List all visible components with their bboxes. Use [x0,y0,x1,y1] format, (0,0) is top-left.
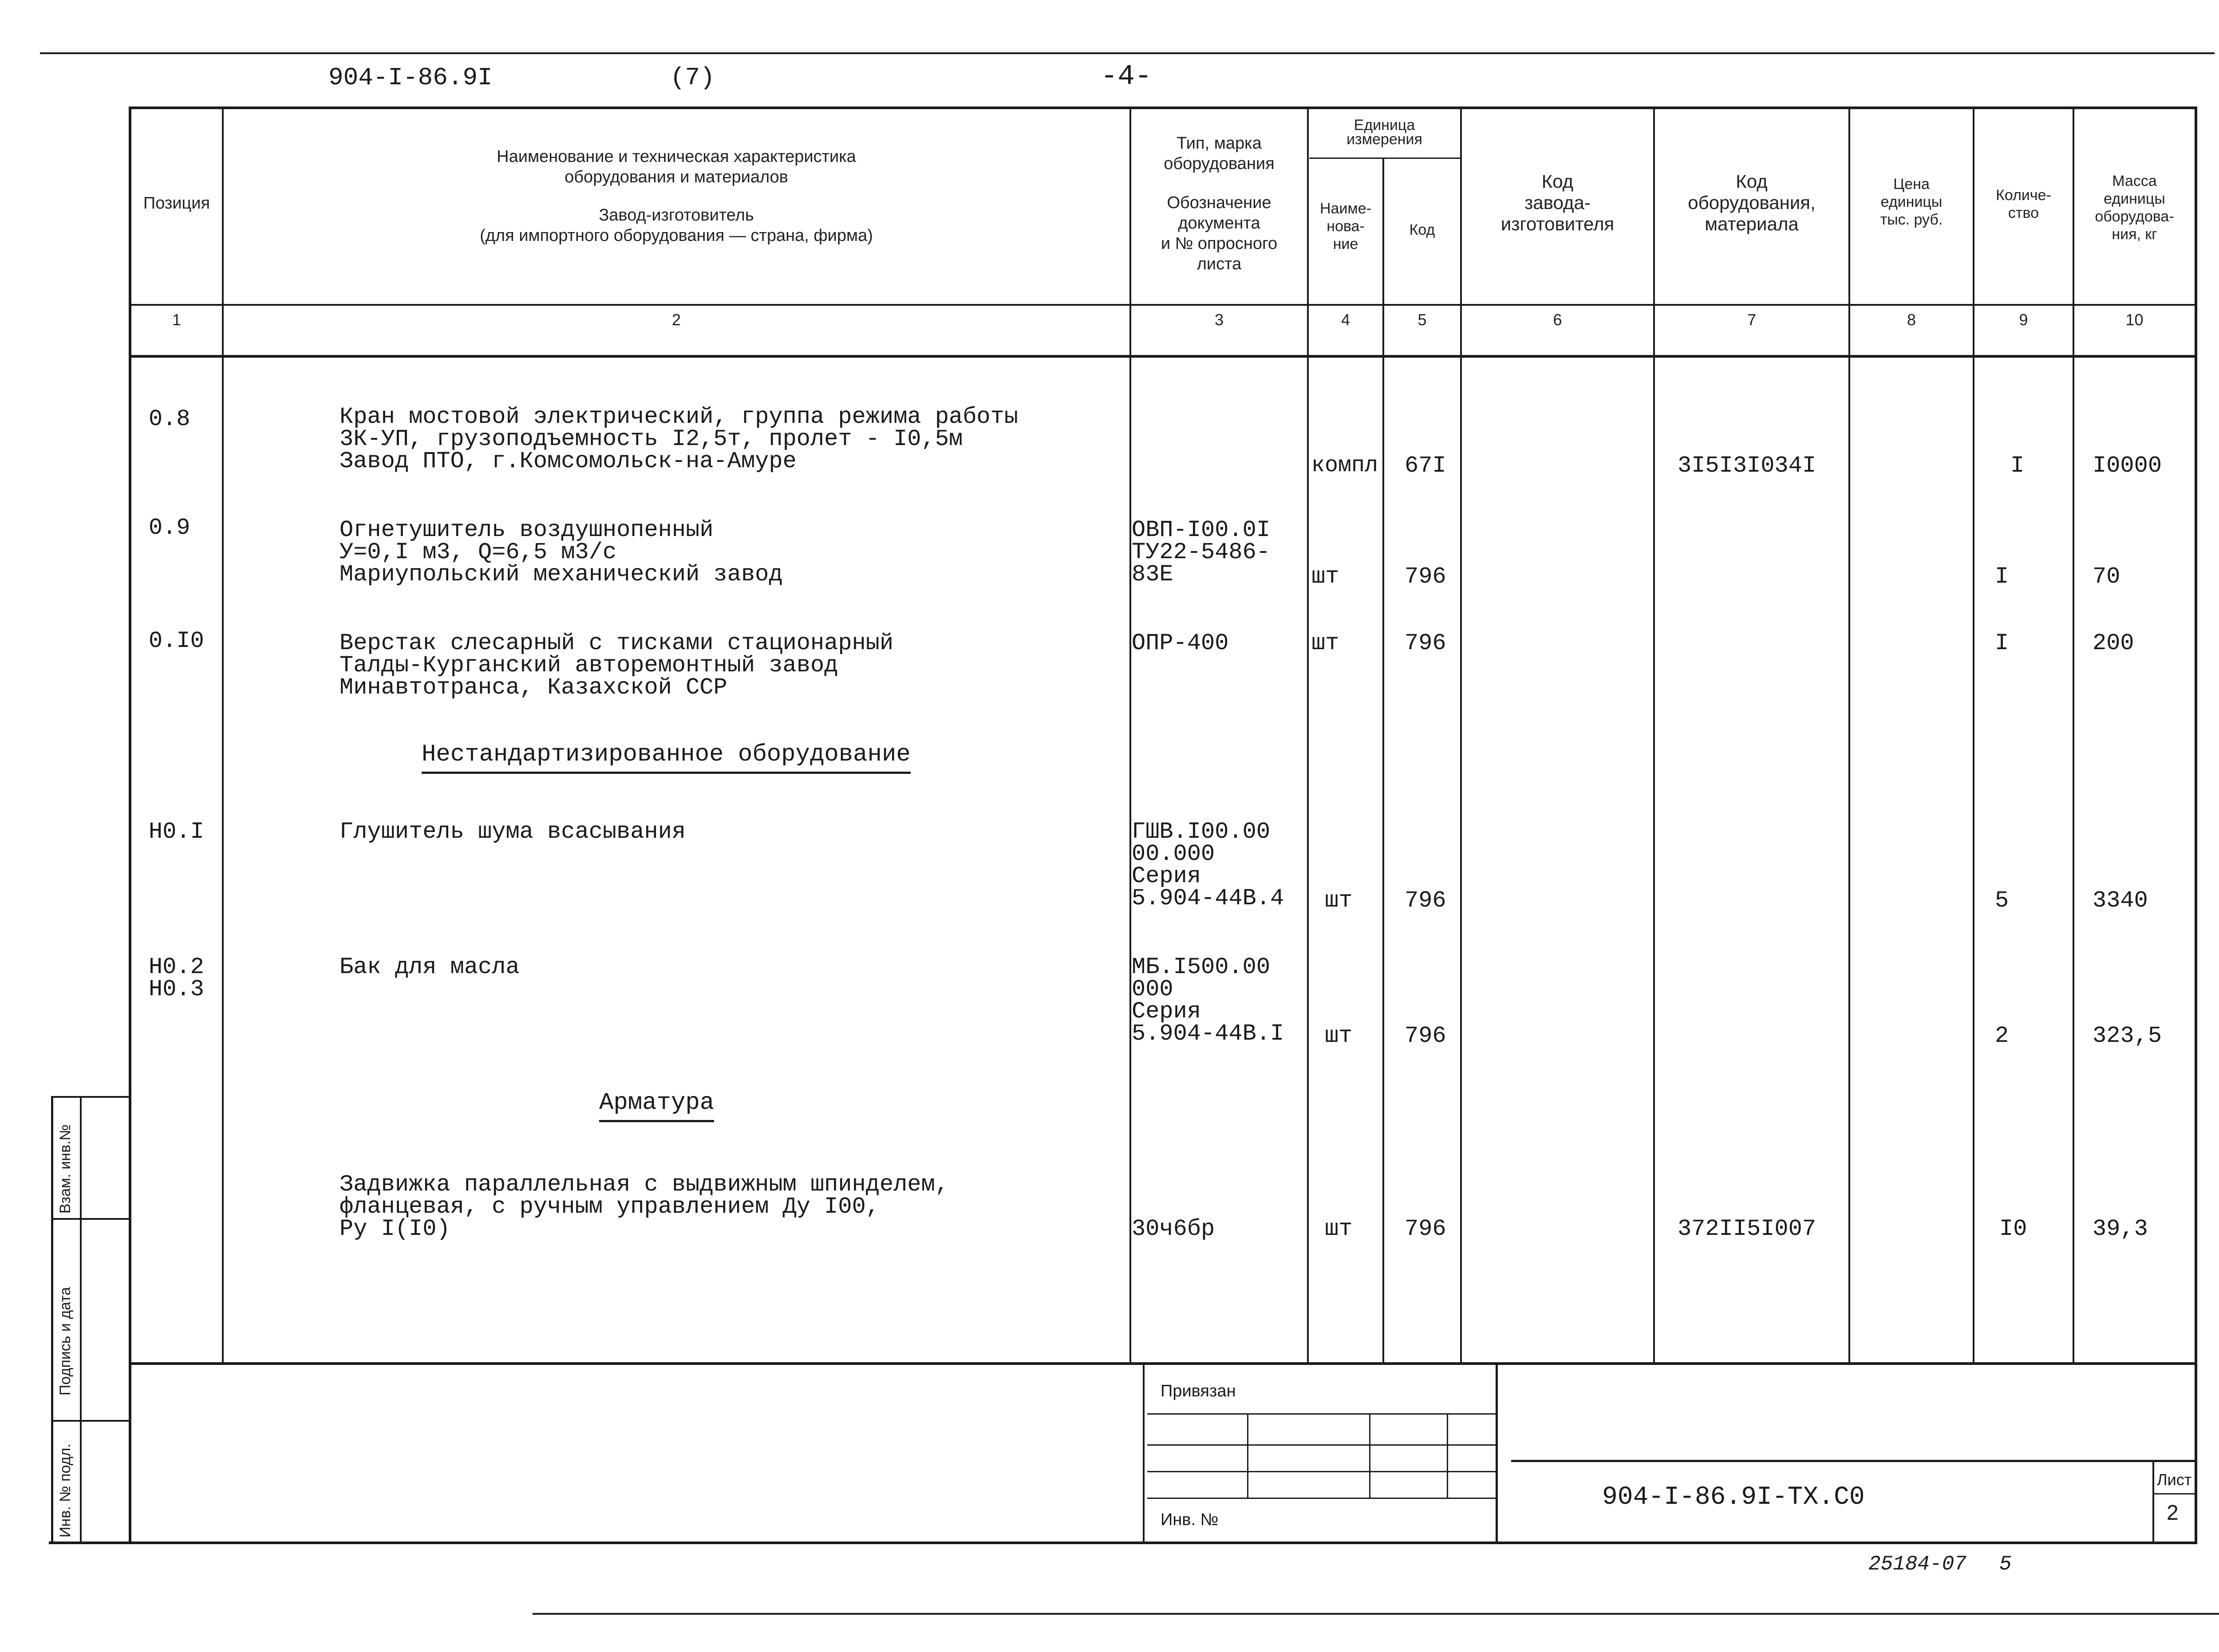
header-factory-code-line3: изготовителя [1500,213,1615,234]
header-mass-line4: ния, кг [2112,226,2157,243]
col-line-6 [1653,106,1655,1362]
title-block-v1 [1143,1364,1145,1542]
row-0-10-qty: I [1995,630,2009,656]
col-line-7 [1848,106,1850,1362]
list-box-divider [2152,1493,2197,1494]
sheet-number-parens: (7) [670,63,715,92]
row-h0-1-type-line4: 5.904-44В.4 [1132,885,1284,911]
col-line-5 [1460,106,1462,1362]
header-price-line3: тыс. руб. [1880,211,1943,228]
row-h0-1-position: Н0.I [149,819,204,845]
row-0-9-name-line2: У=0,I м3, Q=6,5 м3/с [340,539,617,565]
frame-right [2195,106,2197,1544]
privyazan-line-1 [1147,1413,1496,1415]
privyazan-grid-v1 [1247,1413,1248,1498]
footer-num: 5 [1999,1553,2012,1576]
side-stamp-inner [80,1096,82,1544]
list-box-left [2152,1462,2154,1542]
header-equip-code [1655,171,1848,235]
inv-no-label: Инв. № [1161,1510,1219,1529]
header-name-line1: Наименование и техническая характеристика [497,147,856,166]
header-equip-code-line1: Код [1736,171,1768,192]
header-mass [2074,172,2195,243]
header-type-block [1131,133,1307,274]
row-h0-1-unit: шт [1325,887,1353,914]
side-stamp-div2 [51,1420,131,1422]
section-nonstandard: Нестандартизированное оборудование [422,741,911,774]
row-0-8-mass: I0000 [2093,453,2162,479]
header-position: Позиция [143,194,210,213]
row-0-9-type-line3: 83Е [1132,561,1173,587]
row-h0-1-type-line3: Серия [1132,863,1201,889]
row-0-8-equip-code: 3I5I3I034I [1678,453,1816,479]
row-h0-1-mass: 3340 [2093,887,2148,914]
title-block-v2 [1496,1364,1498,1542]
row-0-10-name-line1: Верстак слесарный с тисками стационарный [340,630,894,656]
header-equip-code-line3: материала [1705,213,1799,234]
row-0-10-position: 0.I0 [149,628,204,654]
row-valve-unit-code: 796 [1405,1216,1446,1242]
header-doc-line2: документа [1178,214,1260,233]
row-h0-3-position: Н0.3 [149,976,204,1002]
row-0-10-mass: 200 [2093,630,2134,656]
row-valve-qty: I0 [1999,1216,2027,1242]
col-number-8: 8 [1907,311,1916,329]
row-h0-2-mass: 323,5 [2093,1023,2162,1049]
header-price-line1: Цена [1893,176,1930,193]
doc-designation: 904-I-86.9I-ТХ.С0 [1602,1483,1865,1512]
header-numbers-top [129,304,2197,306]
header-bottom [129,355,2197,358]
row-0-8-name-line1: Кран мостовой электрический, группа режима работы [340,404,1019,430]
row-h0-1-type-line2: 00.000 [1132,841,1215,867]
row-0-8-unit-code: 67I [1405,453,1446,479]
header-type-line2: оборудования [1164,154,1275,173]
row-h0-2-type-line2: 000 [1132,976,1173,1002]
row-0-10-unit-code: 796 [1405,630,1446,656]
row-0-8-name-line2: 3К-УП, грузоподъемность I2,5т, пролет - I0,5м [340,426,963,452]
list-number: 2 [2167,1501,2179,1525]
footer-note: 25184-07 [1868,1553,1966,1576]
col-number-10: 10 [2125,311,2144,329]
row-0-9-name-line3: Мариупольский механический завод [340,561,783,587]
col-line-9 [2073,106,2074,1362]
header-mass-line2: единицы [2104,190,2165,207]
col-number-1: 1 [172,311,182,329]
row-0-8-name-line3: Завод ПТО, г.Комсомольск-на-Амуре [340,448,797,474]
frame-top [129,106,2197,109]
header-doc-line4: листа [1196,255,1242,273]
row-h0-1-type-line1: ГШВ.I00.00 [1132,819,1271,845]
header-unit-code: Код [1409,221,1435,238]
privyazan-line-4 [1147,1498,1496,1499]
page-marker: -4- [1101,61,1152,93]
header-qty-line2: ство [2008,205,2039,221]
unit-group-divider [1309,158,1460,159]
row-0-8-position: 0.8 [149,406,190,432]
side-stamp-top [51,1096,131,1098]
header-unit-group-line1: Единица [1354,117,1415,134]
row-0-9-type-line2: ТУ22-5486- [1132,539,1271,565]
col-line-1 [222,106,224,1362]
row-h0-2-position: Н0.2 [149,954,204,980]
doc-code-top: 904-I-86.9I [328,63,493,92]
privyazan-line-3 [1147,1471,1496,1472]
header-type-line1: Тип, марка [1177,134,1262,153]
header-mass-line1: Масса [2112,173,2157,189]
header-unit-name-line1: Наиме- [1319,200,1372,217]
row-h0-2-unit-code: 796 [1405,1023,1446,1049]
header-factory-code [1462,171,1653,235]
row-h0-2-qty: 2 [1995,1023,2009,1049]
row-0-10-name-line3: Минавтотранса, Казахской ССР [340,674,727,701]
privyazan-grid-v3 [1447,1413,1448,1498]
col-number-3: 3 [1214,311,1224,329]
top-rule [40,52,2215,54]
row-valve-name-line3: Ру I(I0) [340,1216,450,1242]
row-0-8-qty: I [2010,453,2025,479]
row-valve-type: 30ч6бр [1132,1216,1215,1242]
side-stamp-left [51,1096,53,1544]
header-unit-group-line2: измерения [1346,131,1422,148]
header-unit-name-line3: ние [1333,236,1358,252]
privyazan-label: Привязан [1161,1382,1236,1400]
row-0-10-unit: шт [1311,630,1339,656]
row-h0-2-type-line3: Серия [1132,998,1201,1025]
body-bottom [129,1362,2197,1365]
row-h0-2-name: Бак для масла [340,954,520,980]
header-doc-line1: Обозначение [1167,193,1271,212]
header-name-line2: оборудования и материалов [565,168,788,186]
side-stamp-div1 [51,1218,131,1220]
row-0-9-unit-code: 796 [1405,564,1446,590]
row-h0-2-unit: шт [1325,1023,1353,1049]
header-factory-code-line2: завода- [1524,192,1591,213]
side-inv-podl-label: Инв. № подл. [57,1443,74,1538]
header-unit-name-line2: нова- [1327,218,1365,235]
header-qty-line1: Количе- [1996,187,2051,204]
col-number-6: 6 [1553,311,1562,329]
row-0-9-name-line1: Огнетушитель воздушнопенный [340,517,714,543]
row-0-8-unit: компл [1311,453,1378,478]
row-0-10-type: ОПР-400 [1132,630,1229,656]
row-0-9-qty: I [1995,564,2009,590]
row-h0-1-unit-code: 796 [1405,887,1446,914]
header-factory-code-line1: Код [1541,171,1574,192]
col-number-4: 4 [1341,311,1350,329]
privyazan-grid-v2 [1369,1413,1370,1498]
row-h0-1-qty: 5 [1995,887,2009,914]
row-valve-mass: 39,3 [2093,1216,2148,1242]
row-valve-name-line2: фланцевая, с ручным управлением Ду I00, [340,1194,880,1220]
header-price [1850,175,1973,229]
row-0-9-mass: 70 [2093,564,2120,590]
row-0-9-position: 0.9 [149,515,190,541]
header-name-block [224,146,1129,246]
frame-bottom [49,1542,2197,1544]
col-number-2: 2 [671,311,681,329]
col-number-5: 5 [1417,311,1427,329]
row-valve-unit: шт [1325,1216,1353,1242]
col-line-2 [1129,106,1131,1362]
section-fittings: Арматура [599,1089,714,1122]
side-podpis-label: Подпись и дата [57,1287,74,1396]
header-name-line4: (для импортного оборудования — страна, фирма) [480,226,873,245]
col-line-4 [1382,158,1384,1362]
col-number-9: 9 [2019,311,2028,329]
row-0-9-unit: шт [1311,564,1339,590]
privyazan-line-2 [1147,1444,1496,1446]
row-h0-2-type-line1: МБ.I500.00 [1132,954,1271,980]
header-mass-line3: оборудова- [2095,208,2174,225]
designation-top-rule [1511,1460,2197,1462]
row-valve-name-line1: Задвижка параллельная с выдвижным шпинделем, [340,1171,949,1198]
header-name-line3: Завод-изготовитель [599,206,754,225]
row-h0-2-type-line4: 5.904-44В.I [1132,1021,1284,1047]
bottom-rule [533,1613,2219,1615]
col-line-3 [1307,106,1309,1362]
side-vzam-label: Взам. инв.№ [57,1124,74,1214]
col-number-7: 7 [1747,311,1757,329]
header-qty [1974,186,2073,222]
header-unit-group [1309,116,1460,148]
header-price-line2: единицы [1880,193,1943,210]
header-equip-code-line2: оборудования, [1688,192,1816,213]
list-label: Лист [2157,1471,2192,1489]
row-0-10-name-line2: Талды-Курганский авторемонтный завод [340,652,838,678]
header-unit-name [1309,200,1382,253]
col-line-8 [1973,106,1974,1362]
header-doc-line3: и № опросного [1161,234,1278,253]
row-valve-equip-code: 372II5I007 [1678,1216,1816,1242]
row-0-9-type-line1: ОВП-I00.0I [1132,517,1271,543]
row-h0-1-name: Глушитель шума всасывания [340,819,686,845]
